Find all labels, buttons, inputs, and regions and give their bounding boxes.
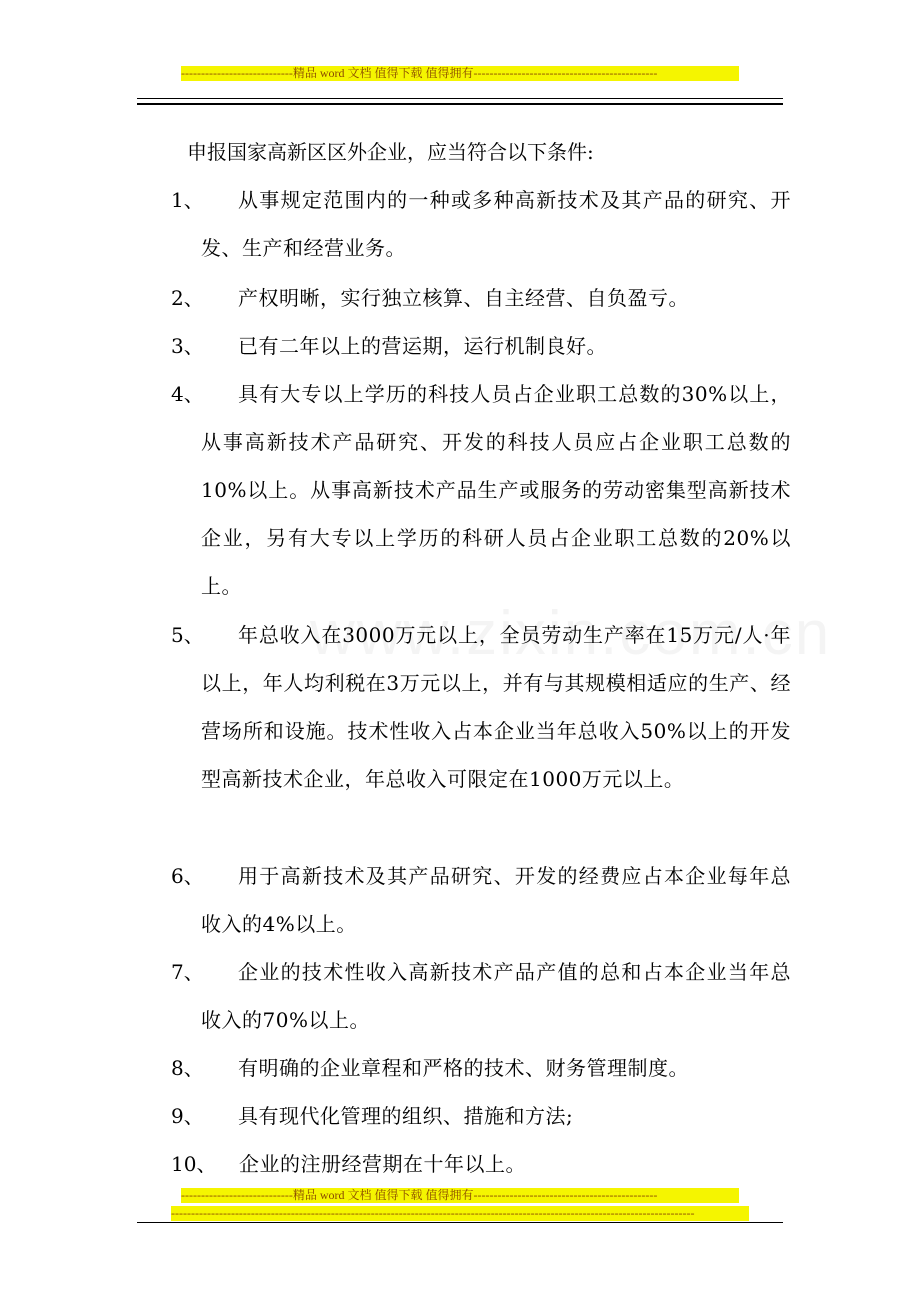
item-text: 有明确的企业章程和严格的技术、财务管理制度。 [238,1056,689,1080]
footer-banner: ----------------------------精品 word 文档 值得下载 值得拥有---------------------------------------------- [181,1188,739,1203]
footer-banner-dashes: ----------------------------------------------------------------------------------------------------------------------------------- [171,1206,749,1221]
item-text: 已有二年以上的营运期，运行机制良好。 [238,334,607,358]
intro-paragraph: 申报国家高新区区外企业，应当符合以下条件: [187,140,594,164]
item-text: 企业的注册经营期在十年以上。 [239,1152,526,1176]
item-number: 8、 [171,1056,204,1080]
header-rule [137,98,783,99]
item-number: 1、 [171,188,204,212]
item-text: 从事规定范围内的一种或多种高新技术及其产品的研究、开发、生产和经营业务。 [201,188,791,260]
header-rule-thick [137,103,783,105]
item-number: 7、 [171,960,204,984]
item-text: 用于高新技术及其产品研究、开发的经费应占本企业每年总收入的4%以上。 [201,864,791,936]
item-number: 3、 [171,334,204,358]
footer-rule [137,1222,783,1223]
item-number: 2、 [171,286,204,310]
item-text: 年总收入在3000万元以上，全员劳动生产率在15万元/人·年以上，年人均利税在3万元以上，并有与其规模相适应的生产、经营场所和设施。技术性收入占本企业当年总收入50%以上的开发型高新技术企业，年总收入可限定在1000万元以上。 [201,623,791,791]
item-number: 10、 [171,1152,217,1176]
item-number: 5、 [171,623,204,647]
item-text: 企业的技术性收入高新技术产品产值的总和占本企业当年总收入的70%以上。 [201,960,791,1032]
item-number: 4、 [171,382,204,406]
item-number: 9、 [171,1104,204,1128]
header-banner: ----------------------------精品 word 文档 值得下载 值得拥有---------------------------------------------- [181,66,739,81]
item-text: 具有大专以上学历的科技人员占企业职工总数的30%以上，从事高新技术产品研究、开发的科技人员应占企业职工总数的10%以上。从事高新技术产品生产或服务的劳动密集型高新技术企业，另有大专以上学历的科研人员占企业职工总数的20%以上。 [201,382,791,598]
item-number: 6、 [171,864,204,888]
item-text: 具有现代化管理的组织、措施和方法; [238,1104,574,1128]
item-text: 产权明晰，实行独立核算、自主经营、自负盈亏。 [238,286,689,310]
